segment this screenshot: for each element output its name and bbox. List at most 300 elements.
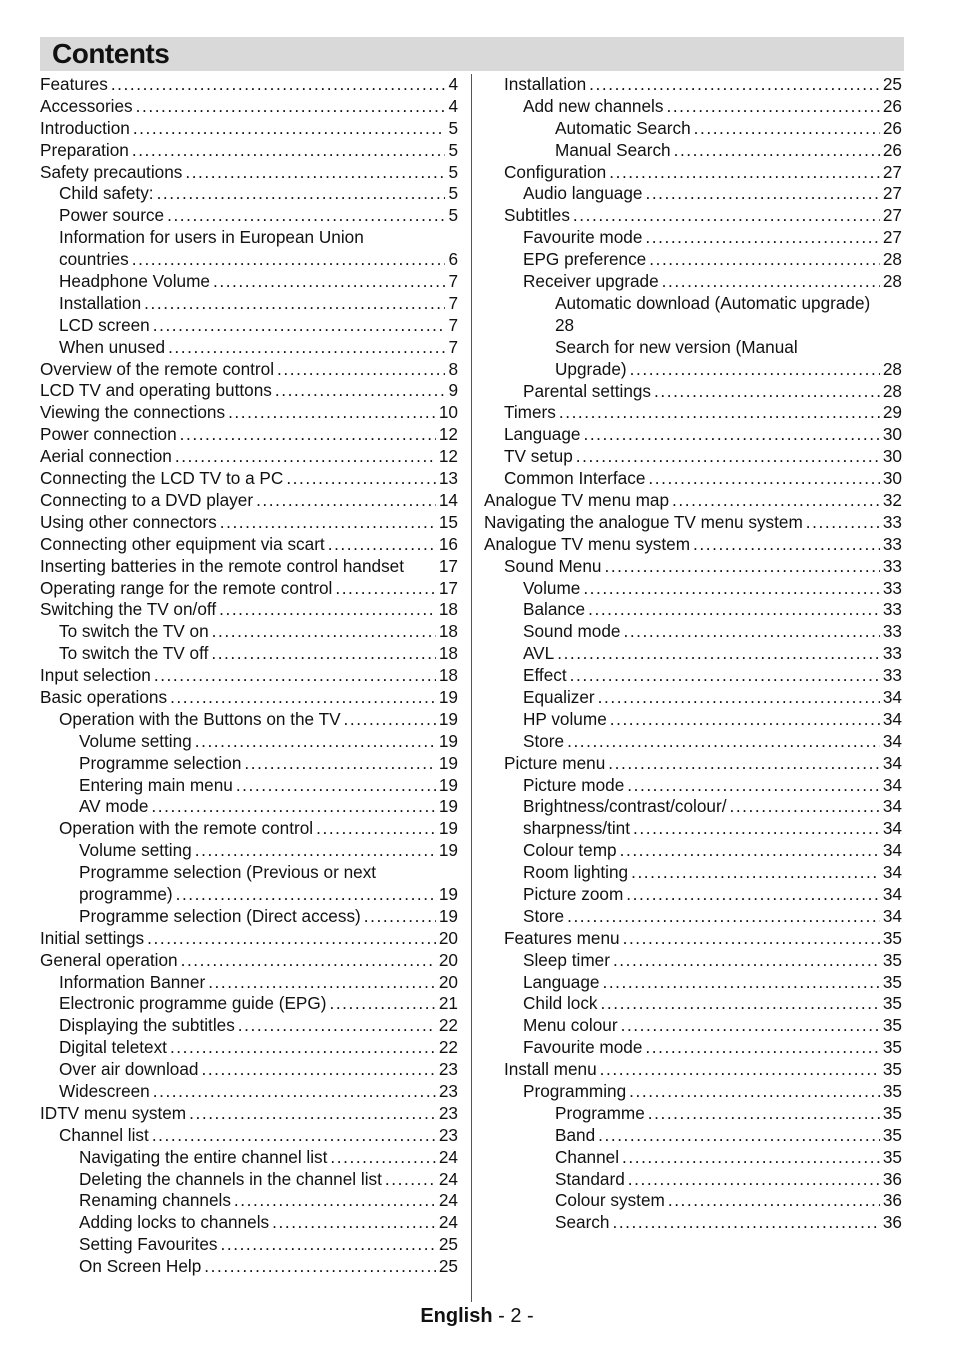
toc-dot-leader xyxy=(567,731,880,753)
toc-page-number: 7 xyxy=(448,292,458,313)
toc-entry[interactable] xyxy=(484,402,902,424)
toc-entry-label: Switching the TV on/off xyxy=(40,599,217,620)
toc-dot-leader xyxy=(213,271,445,293)
toc-entry[interactable] xyxy=(484,74,902,96)
toc-dot-leader xyxy=(608,753,880,775)
toc-dot-leader xyxy=(589,74,880,96)
toc-entry[interactable] xyxy=(484,468,902,490)
toc-entry[interactable] xyxy=(40,534,458,556)
toc-dot-leader xyxy=(189,1103,436,1125)
toc-page-number: 29 xyxy=(882,402,902,423)
toc-entry[interactable] xyxy=(40,315,458,337)
toc-entry[interactable] xyxy=(40,359,458,381)
toc-dot-leader xyxy=(330,1147,435,1169)
toc-entry[interactable] xyxy=(40,424,458,446)
toc-dot-leader xyxy=(195,731,436,753)
toc-page-number: 19 xyxy=(438,708,458,729)
toc-entry-label: Favourite mode xyxy=(523,1037,643,1058)
toc-page-number: 18 xyxy=(438,643,458,664)
toc-entry[interactable] xyxy=(484,753,902,775)
toc-entry[interactable] xyxy=(484,118,902,140)
toc-page-number: 17 xyxy=(438,577,458,598)
toc-page-number: 36 xyxy=(882,1212,902,1233)
toc-entry[interactable] xyxy=(40,162,458,184)
toc-entry[interactable] xyxy=(40,731,458,753)
toc-entry-label: Installation xyxy=(59,292,142,313)
toc-entry[interactable] xyxy=(40,490,458,512)
toc-entry-label-continued: programme) xyxy=(79,884,173,904)
toc-entry-label: Navigating the analogue TV menu system xyxy=(484,511,803,532)
toc-dot-leader xyxy=(328,534,436,556)
toc-dot-leader xyxy=(570,665,880,687)
toc-entry[interactable] xyxy=(484,1212,902,1234)
toc-page-number: 30 xyxy=(882,446,902,467)
toc-entry[interactable] xyxy=(484,249,902,271)
toc-entry-label: Aerial connection xyxy=(40,446,172,467)
toc-dot-leader xyxy=(626,884,880,906)
toc-entry[interactable] xyxy=(40,1015,458,1037)
toc-page-number: 22 xyxy=(438,1015,458,1036)
toc-entry[interactable] xyxy=(484,1190,902,1212)
page-title: Contents xyxy=(52,38,170,69)
toc-page-number: 5 xyxy=(448,117,458,138)
toc-page-number: 30 xyxy=(882,424,902,445)
toc-entry[interactable] xyxy=(484,512,902,534)
toc-entry[interactable] xyxy=(484,271,902,293)
toc-page-number: 9 xyxy=(448,380,458,401)
toc-entry[interactable] xyxy=(40,972,458,994)
toc-entry-label: LCD screen xyxy=(59,314,150,335)
toc-page-number: 20 xyxy=(438,971,458,992)
toc-entry-label: Subtitles xyxy=(504,205,570,226)
toc-entry[interactable] xyxy=(484,643,902,665)
toc-entry[interactable] xyxy=(484,490,902,512)
toc-entry[interactable] xyxy=(40,665,458,687)
toc-entry-label: Overview of the remote control xyxy=(40,358,275,379)
footer-language: English xyxy=(420,1305,493,1327)
toc-entry-label: Effect xyxy=(523,665,567,686)
toc-entry[interactable] xyxy=(40,643,458,665)
toc-entry-label: LCD TV and operating buttons xyxy=(40,380,272,401)
toc-dot-leader xyxy=(204,1256,436,1278)
toc-page-number: 8 xyxy=(448,358,458,379)
toc-dot-leader xyxy=(364,906,436,928)
toc-entry-label: Headphone Volume xyxy=(59,271,210,292)
toc-entry-label: Information for users in European Union xyxy=(59,227,364,248)
toc-page-number: 25 xyxy=(438,1256,458,1277)
toc-entry[interactable] xyxy=(484,709,902,731)
toc-page-number: 23 xyxy=(438,1059,458,1080)
toc-entry-label: Analogue TV menu system xyxy=(484,533,691,554)
toc-entry[interactable] xyxy=(40,862,458,906)
toc-entry[interactable] xyxy=(484,556,902,578)
toc-entry-label: Store xyxy=(523,730,565,751)
toc-page-number: 30 xyxy=(882,468,902,489)
toc-entry-label: Store xyxy=(523,905,565,926)
toc-entry-label: Information Banner xyxy=(59,971,206,992)
toc-page-number: 35 xyxy=(882,993,902,1014)
toc-entry[interactable] xyxy=(40,96,458,118)
toc-page-number: 26 xyxy=(882,139,902,160)
toc-dot-leader xyxy=(244,753,435,775)
toc-page-number: 35 xyxy=(882,949,902,970)
toc-dot-leader xyxy=(557,643,880,665)
toc-entry-label: Operating range for the remote control xyxy=(40,577,333,598)
toc-dot-leader xyxy=(152,1125,436,1147)
toc-entry-label: Basic operations xyxy=(40,686,168,707)
toc-page-number: 35 xyxy=(882,1124,902,1145)
toc-entry-label: Navigating the entire channel list xyxy=(79,1146,328,1167)
toc-dot-leader xyxy=(623,928,880,950)
toc-dot-leader xyxy=(272,1212,436,1234)
toc-entry-label: Over air download xyxy=(59,1059,199,1080)
toc-page-number: 24 xyxy=(438,1212,458,1233)
toc-page-number: 33 xyxy=(882,599,902,620)
toc-entry-label: Analogue TV menu map xyxy=(484,489,670,510)
toc-entry-label: Safety precautions xyxy=(40,161,183,182)
toc-page-number: 24 xyxy=(438,1146,458,1167)
toc-page-number: 34 xyxy=(882,796,902,817)
toc-entry[interactable] xyxy=(484,775,902,797)
toc-entry-label: Volume setting xyxy=(79,840,192,861)
toc-dot-leader xyxy=(133,118,446,140)
toc-entry[interactable] xyxy=(40,599,458,621)
toc-entry-label: Connecting to a DVD player xyxy=(40,489,254,510)
toc-entry[interactable] xyxy=(40,512,458,534)
toc-entry-label: AV mode xyxy=(79,796,149,817)
toc-entry-label: Child safety: xyxy=(59,183,154,204)
toc-entry-label: Equalizer xyxy=(523,686,595,707)
toc-page-number: 10 xyxy=(438,402,458,423)
toc-dot-leader xyxy=(648,468,879,490)
toc-entry-label: TV setup xyxy=(504,446,573,467)
toc-entry[interactable] xyxy=(484,884,902,906)
toc-entry[interactable] xyxy=(40,205,458,227)
toc-entry-label: Balance xyxy=(523,599,586,620)
toc-entry[interactable] xyxy=(40,556,458,578)
toc-entry[interactable] xyxy=(484,1015,902,1037)
toc-entry-label: Initial settings xyxy=(40,927,145,948)
toc-entry-label: Sound Menu xyxy=(504,555,602,576)
toc-entry[interactable] xyxy=(484,599,902,621)
toc-entry[interactable] xyxy=(40,402,458,424)
toc-dot-leader xyxy=(621,1015,880,1037)
toc-entry-label: Picture menu xyxy=(504,752,606,773)
toc-entry[interactable] xyxy=(40,906,458,928)
toc-entry[interactable] xyxy=(484,972,902,994)
toc-dot-leader xyxy=(151,796,435,818)
toc-entry[interactable] xyxy=(40,337,458,359)
toc-entry-label: General operation xyxy=(40,949,178,970)
toc-page-number: 4 xyxy=(448,73,458,94)
toc-entry-label: Common Interface xyxy=(504,468,646,489)
toc-page-number: 20 xyxy=(438,949,458,970)
toc-dot-leader xyxy=(228,402,436,424)
toc-page-number: 27 xyxy=(882,227,902,248)
toc-entry-label: Sleep timer xyxy=(523,949,610,970)
toc-entry[interactable] xyxy=(40,1103,458,1125)
toc-entry[interactable] xyxy=(40,621,458,643)
toc-page-number: 5 xyxy=(448,183,458,204)
toc-page-number: 34 xyxy=(882,840,902,861)
toc-entry[interactable] xyxy=(40,928,458,950)
toc-entry[interactable] xyxy=(484,183,902,205)
toc-entry[interactable] xyxy=(40,753,458,775)
toc-entry-label: Connecting other equipment via scart xyxy=(40,533,325,554)
toc-entry-label: Parental settings xyxy=(523,380,652,401)
toc-dot-leader xyxy=(167,205,445,227)
toc-entry[interactable] xyxy=(484,928,902,950)
toc-entry[interactable] xyxy=(40,1059,458,1081)
toc-entry-label: Accessories xyxy=(40,95,133,116)
toc-entry[interactable] xyxy=(484,446,902,468)
toc-dot-leader xyxy=(153,315,446,337)
toc-dot-leader xyxy=(385,1169,436,1191)
toc-page-number: 7 xyxy=(448,336,458,357)
toc-page-number: 16 xyxy=(438,533,458,554)
toc-entry-label: Language xyxy=(504,424,581,445)
toc-entry[interactable] xyxy=(40,1212,458,1234)
toc-entry-continuation xyxy=(555,359,902,381)
toc-dot-leader xyxy=(620,840,880,862)
toc-entry[interactable] xyxy=(484,862,902,884)
toc-entry-continuation xyxy=(59,249,458,271)
toc-dot-leader xyxy=(559,402,880,424)
toc-entry-label: On Screen Help xyxy=(79,1256,202,1277)
toc-entry-label: Picture mode xyxy=(523,774,625,795)
toc-entry[interactable] xyxy=(484,665,902,687)
toc-page-number: 23 xyxy=(438,1102,458,1123)
toc-entry-label: Receiver upgrade xyxy=(523,271,659,291)
toc-dot-leader xyxy=(631,862,880,884)
toc-page-number: 32 xyxy=(882,489,902,510)
toc-dot-leader xyxy=(111,74,446,96)
toc-dot-leader xyxy=(157,183,446,205)
toc-dot-leader xyxy=(729,796,879,818)
toc-dot-leader xyxy=(256,490,436,512)
toc-dot-leader xyxy=(693,534,880,556)
toc-entry[interactable] xyxy=(40,446,458,468)
toc-entry[interactable] xyxy=(484,337,902,381)
toc-page-number: 18 xyxy=(438,665,458,686)
toc-page-number: 35 xyxy=(882,1059,902,1080)
toc-entry-label: Viewing the connections xyxy=(40,402,226,423)
toc-entry[interactable] xyxy=(484,687,902,709)
toc-entry-label: Introduction xyxy=(40,117,130,138)
toc-entry-label: Programme xyxy=(555,1102,645,1123)
toc-entry-label-continued: countries xyxy=(59,249,129,270)
toc-entry-label: Digital teletext xyxy=(59,1037,167,1058)
toc-entry[interactable] xyxy=(484,1059,902,1081)
toc-entry-label: Manual Search xyxy=(555,139,671,160)
toc-page-number: 34 xyxy=(882,862,902,883)
toc-entry[interactable] xyxy=(40,1234,458,1256)
toc-page-number: 36 xyxy=(882,1190,902,1211)
toc-page-number: 33 xyxy=(882,555,902,576)
toc-entry[interactable] xyxy=(40,140,458,162)
toc-entry[interactable] xyxy=(40,775,458,797)
toc-dot-leader xyxy=(649,249,880,271)
toc-dot-leader xyxy=(694,118,880,140)
toc-entry[interactable] xyxy=(40,840,458,862)
toc-dot-leader xyxy=(344,709,436,731)
toc-entry[interactable] xyxy=(484,906,902,928)
toc-dot-leader xyxy=(153,1081,436,1103)
toc-dot-leader xyxy=(220,512,436,534)
toc-dot-leader xyxy=(583,578,880,600)
toc-dot-leader xyxy=(316,818,436,840)
toc-entry[interactable] xyxy=(484,424,902,446)
toc-dot-leader xyxy=(201,1059,435,1081)
toc-dot-leader xyxy=(170,687,436,709)
toc-entry-label: Adding locks to channels xyxy=(79,1212,270,1233)
toc-page-number: 35 xyxy=(882,971,902,992)
toc-page-number: 35 xyxy=(882,927,902,948)
toc-page-number: 33 xyxy=(882,577,902,598)
toc-page-number: 15 xyxy=(438,511,458,532)
toc-entry[interactable] xyxy=(40,1169,458,1191)
toc-entry[interactable] xyxy=(40,227,458,271)
toc-page-number: 33 xyxy=(882,621,902,642)
toc-dot-leader xyxy=(132,140,446,162)
toc-page-number: 12 xyxy=(438,424,458,445)
toc-page-number: 35 xyxy=(882,1081,902,1102)
toc-page-number: 21 xyxy=(438,993,458,1014)
toc-entry[interactable] xyxy=(40,74,458,96)
toc-entry[interactable] xyxy=(40,381,458,403)
toc-dot-leader xyxy=(275,380,446,402)
toc-entry[interactable] xyxy=(40,1256,458,1278)
toc-entry-label: Install menu xyxy=(504,1059,597,1080)
toc-dot-leader xyxy=(144,293,445,315)
toc-entry-label: Room lighting xyxy=(523,862,629,883)
toc-entry[interactable] xyxy=(484,1169,902,1191)
toc-entry[interactable] xyxy=(40,118,458,140)
toc-page-number: 34 xyxy=(882,884,902,904)
toc-entry[interactable] xyxy=(40,183,458,205)
toc-page-number: 34 xyxy=(882,905,902,926)
toc-page-number: 19 xyxy=(438,730,458,751)
toc-entry[interactable] xyxy=(40,1037,458,1059)
toc-dot-leader xyxy=(277,359,445,381)
toc-entry[interactable] xyxy=(40,293,458,315)
toc-entry-label: IDTV menu system xyxy=(40,1102,187,1123)
toc-entry-label-continued: 28 xyxy=(555,314,575,335)
toc-entry-label: Operation with the remote control xyxy=(59,818,314,839)
toc-entry-label: Widescreen xyxy=(59,1081,150,1102)
toc-entry[interactable] xyxy=(484,1081,902,1103)
toc-entry[interactable] xyxy=(40,468,458,490)
toc-dot-leader xyxy=(212,621,436,643)
toc-page-number: 23 xyxy=(438,1081,458,1102)
toc-page-number: 5 xyxy=(448,161,458,182)
toc-page-number: 5 xyxy=(448,205,458,226)
toc-dot-leader xyxy=(185,162,445,184)
toc-dot-leader xyxy=(613,950,880,972)
toc-entry[interactable] xyxy=(484,1125,902,1147)
toc-entry-label: Preparation xyxy=(40,139,129,160)
toc-dot-leader xyxy=(181,950,436,972)
toc-page-number: 28 xyxy=(882,249,902,270)
toc-entry[interactable] xyxy=(484,162,902,184)
toc-dot-leader xyxy=(221,1234,436,1256)
toc-entry[interactable] xyxy=(484,578,902,600)
toc-dot-leader xyxy=(662,271,880,293)
toc-entry[interactable] xyxy=(40,1147,458,1169)
toc-entry[interactable] xyxy=(40,709,458,731)
toc-entry-label: Search xyxy=(555,1212,610,1233)
toc-entry[interactable] xyxy=(484,140,902,162)
toc-entry-label: Renaming channels xyxy=(79,1190,231,1211)
footer-page-number: - 2 - xyxy=(498,1305,534,1327)
toc-entry[interactable] xyxy=(40,1125,458,1147)
toc-entry[interactable] xyxy=(484,621,902,643)
toc-page-number: 24 xyxy=(438,1190,458,1211)
toc-entry[interactable] xyxy=(484,96,902,118)
toc-page-number: 28 xyxy=(882,380,902,401)
toc-entry[interactable] xyxy=(484,796,902,818)
toc-dot-leader xyxy=(219,599,436,621)
toc-page-number: 12 xyxy=(438,446,458,467)
toc-dot-leader xyxy=(629,1081,880,1103)
toc-entry[interactable] xyxy=(484,840,902,862)
toc-entry[interactable] xyxy=(484,731,902,753)
toc-entry-label: To switch the TV on xyxy=(59,621,209,642)
toc-dot-leader xyxy=(147,928,436,950)
toc-entry[interactable] xyxy=(40,993,458,1015)
toc-entry[interactable] xyxy=(40,1190,458,1212)
toc-entry-label: Search for new version (Manual xyxy=(555,336,798,357)
toc-dot-leader xyxy=(588,599,880,621)
toc-entry[interactable] xyxy=(40,1081,458,1103)
toc-entry[interactable] xyxy=(40,687,458,709)
toc-dot-leader xyxy=(335,578,436,600)
toc-entry[interactable] xyxy=(484,381,902,403)
toc-entry[interactable] xyxy=(40,271,458,293)
toc-entry[interactable] xyxy=(40,578,458,600)
toc-page-number: 35 xyxy=(882,1102,902,1123)
toc-entry[interactable] xyxy=(484,205,902,227)
toc-entry[interactable] xyxy=(484,993,902,1015)
toc-dot-leader xyxy=(598,1125,880,1147)
toc-entry[interactable] xyxy=(40,950,458,972)
toc-entry[interactable] xyxy=(484,950,902,972)
toc-page-number: 19 xyxy=(438,818,458,839)
toc-dot-leader xyxy=(674,140,880,162)
toc-entry[interactable] xyxy=(484,534,902,556)
toc-entry[interactable] xyxy=(40,818,458,840)
toc-entry-label: Channel list xyxy=(59,1124,149,1145)
toc-entry[interactable] xyxy=(40,796,458,818)
toc-page-number: 34 xyxy=(882,774,902,795)
toc-entry[interactable] xyxy=(484,227,902,249)
toc-entry-label: Input selection xyxy=(40,665,151,686)
toc-entry[interactable] xyxy=(484,293,902,337)
toc-entry[interactable] xyxy=(484,1037,902,1059)
toc-entry-label: Standard xyxy=(555,1168,625,1189)
toc-dot-leader xyxy=(806,512,880,534)
toc-entry-label: Power connection xyxy=(40,424,177,445)
toc-entry-continuation xyxy=(79,884,458,906)
toc-page-number: 19 xyxy=(438,884,458,904)
toc-entry[interactable] xyxy=(484,818,902,840)
toc-entry[interactable] xyxy=(484,1103,902,1125)
toc-dot-leader xyxy=(604,556,879,578)
toc-dot-leader xyxy=(132,249,446,271)
toc-entry[interactable] xyxy=(484,1147,902,1169)
toc-dot-leader xyxy=(601,993,880,1015)
toc-dot-leader xyxy=(610,709,880,731)
